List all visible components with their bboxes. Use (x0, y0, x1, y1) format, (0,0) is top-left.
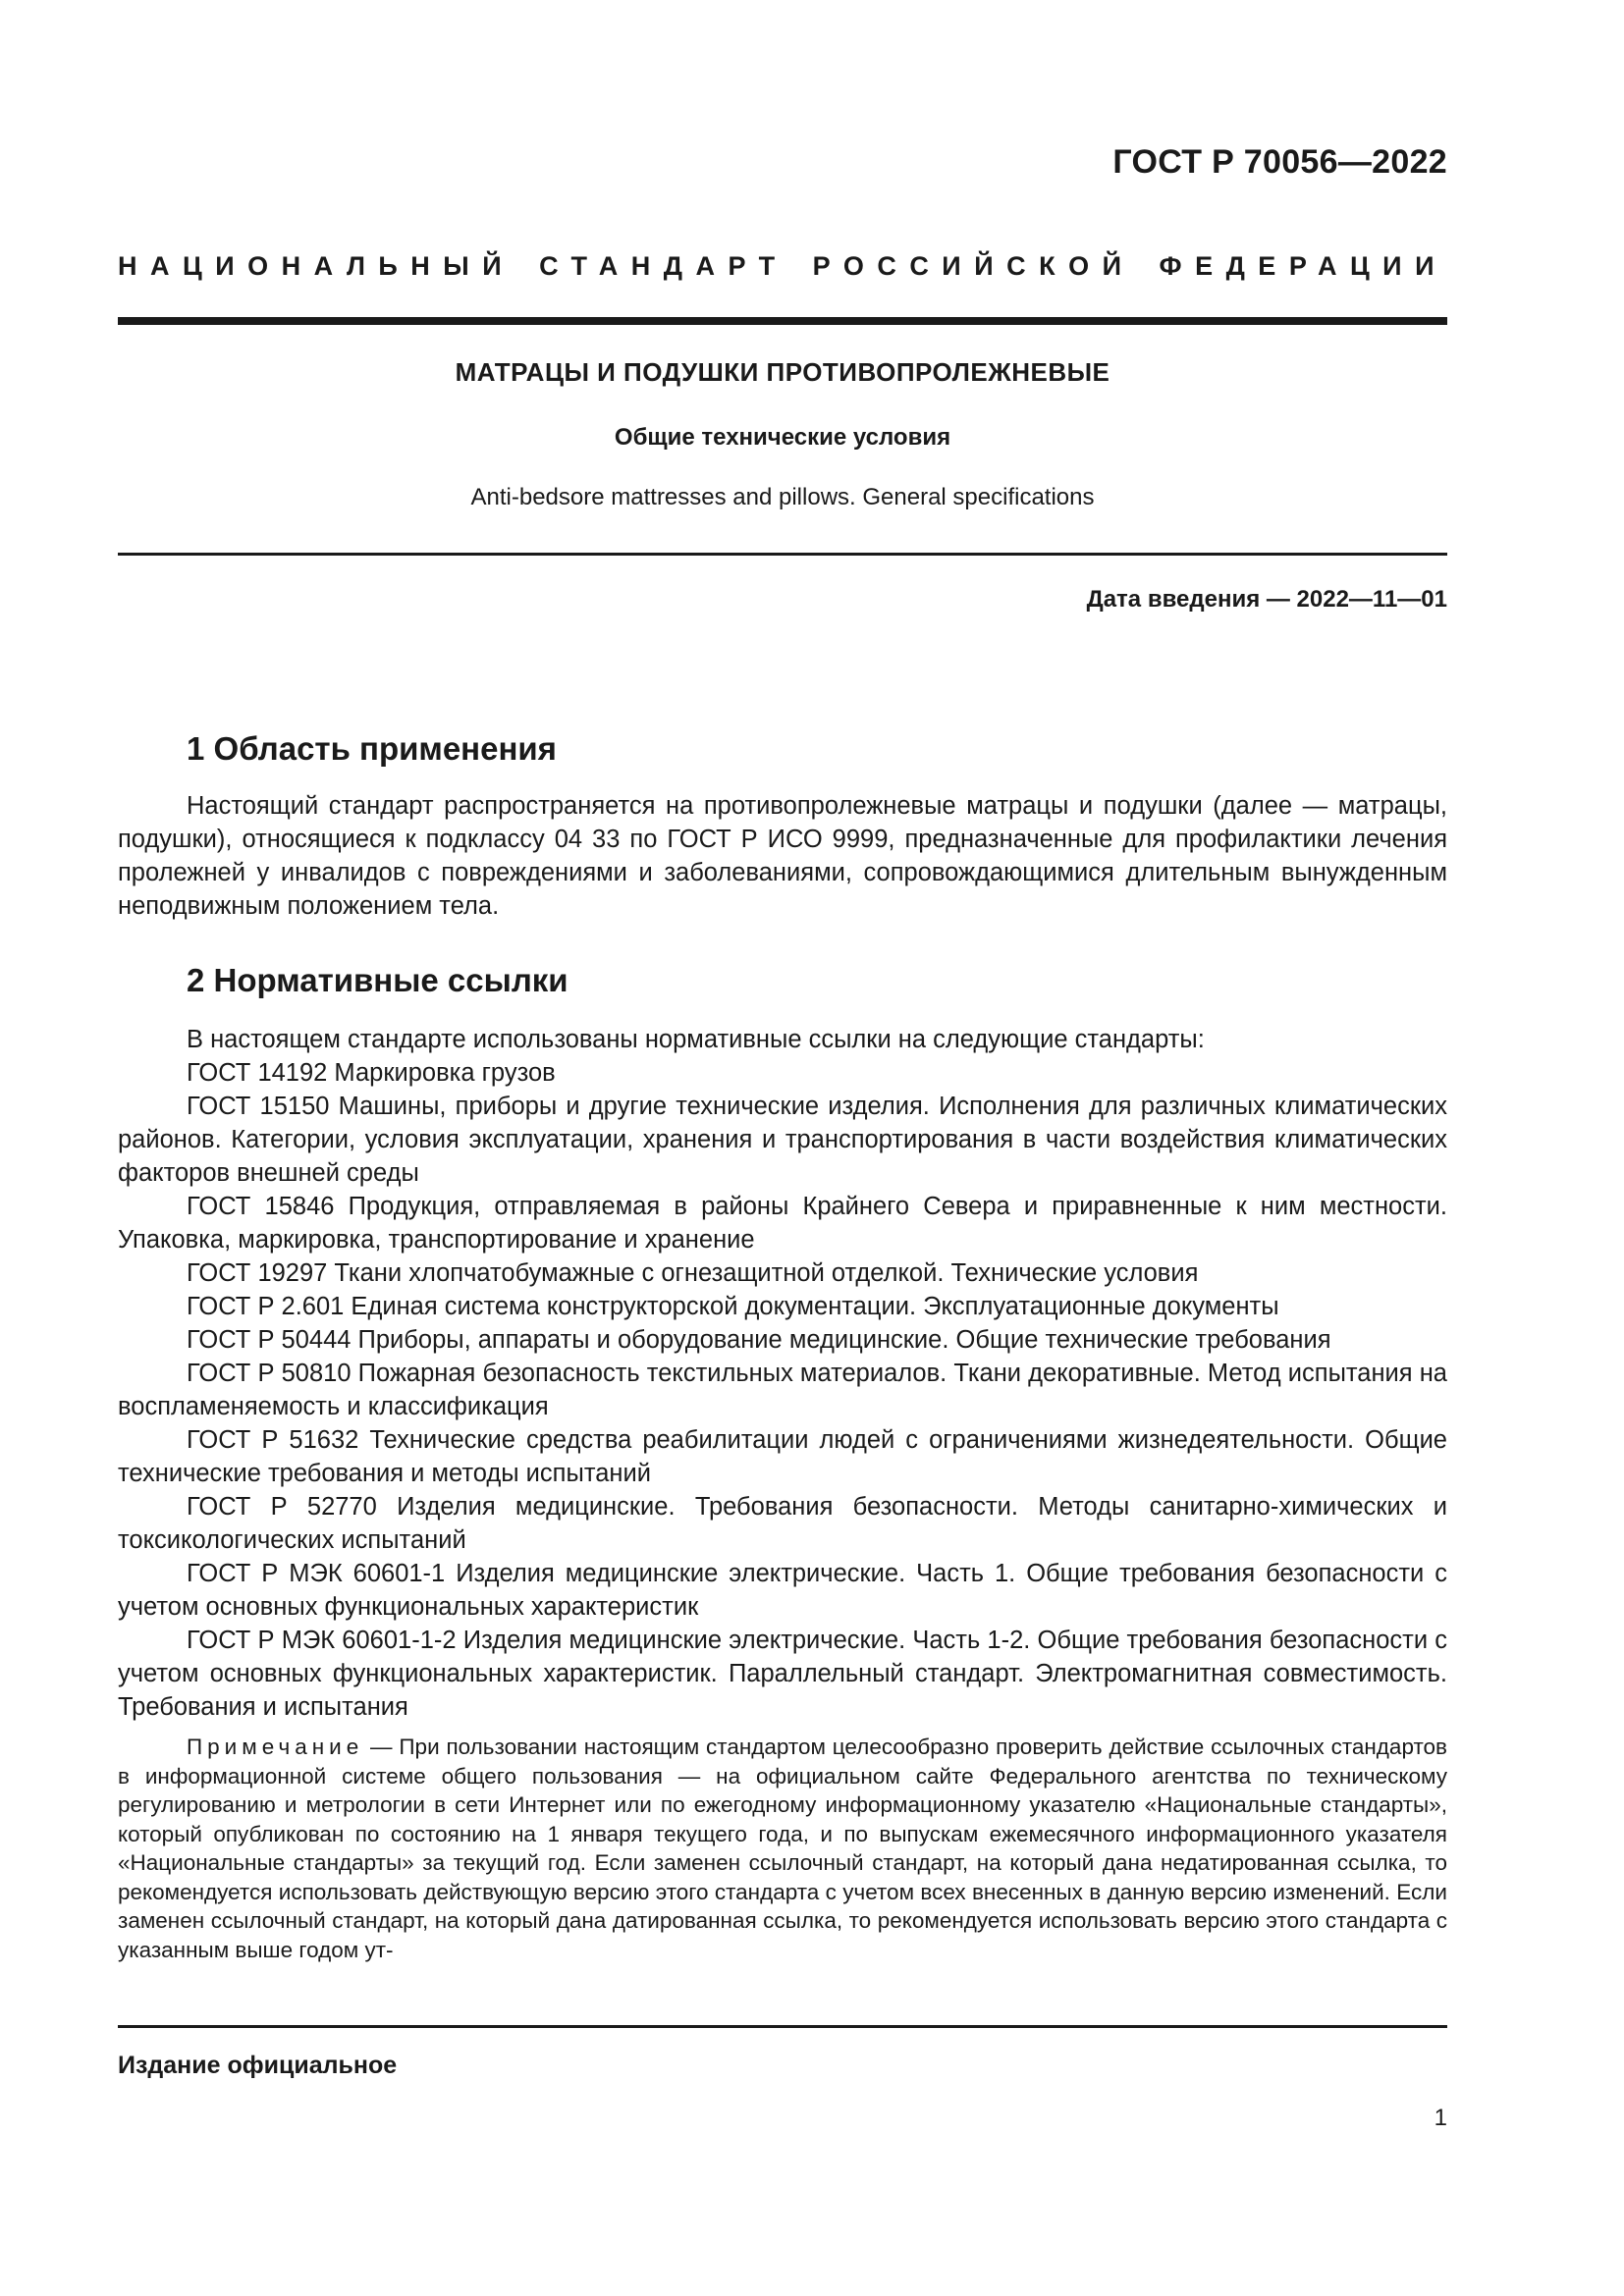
note-text: — При пользовании настоящим стандартом целесообразно проверить действие ссылочных стандартов в информационной системе общего пользования — на официальном сайте Федерального агентства по техническому регулированию и метрологии в сети Интернет или по ежегодному информационному указателю «Национальные стандарты», который опубликован по состоянию на 1 января текущего года, и по выпускам ежемесячного информационного указателя «Национальные стандарты» за текущий год. Если заменен ссылочный стандарт, на который дана недатированная ссылка, то рекомендуется использовать действующую версию этого стандарта с учетом всех внесенных в данную версию изменений. Если заменен ссылочный стандарт, на который дана датированная ссылка, то рекомендуется использовать версию этого стандарта с указанным выше годом ут- (118, 1735, 1447, 1962)
section-2-body (118, 1023, 1447, 1724)
document-number: ГОСТ Р 70056—2022 (1112, 143, 1447, 181)
national-standard-banner: НАЦИОНАЛЬНЫЙ СТАНДАРТ РОССИЙСКОЙ ФЕДЕРАЦИИ (118, 251, 1447, 281)
header-divider-thick (118, 317, 1447, 325)
reference-item: ГОСТ Р 52770 Изделия медицинские. Требования безопасности. Методы санитарно-химических и токсикологических испытаний (118, 1493, 1447, 1554)
page-number: 1 (1434, 2105, 1447, 2131)
reference-item: ГОСТ Р 2.601 Единая система конструкторской документации. Эксплуатационные документы (187, 1293, 1279, 1320)
reference-item: ГОСТ Р МЭК 60601-1 Изделия медицинские электрические. Часть 1. Общие требования безопасности с учетом основных функциональных характеристик (118, 1560, 1447, 1621)
reference-item: ГОСТ Р МЭК 60601-1-2 Изделия медицинские электрические. Часть 1-2. Общие требования безопасности с учетом основных функциональных характеристик. Параллельный стандарт. Электромагнитная совместимость. Требования и испытания (118, 1627, 1447, 1721)
document-english-title: Anti-bedsore mattresses and pillows. General specifications (470, 484, 1095, 510)
header-divider-thin (118, 553, 1447, 556)
section-2-heading: 2 Нормативные ссылки (187, 962, 568, 998)
section-1-heading: 1 Область применения (187, 730, 557, 767)
section-2-intro: В настоящем стандарте использованы нормативные ссылки на следующие стандарты: (187, 1026, 1205, 1053)
introduction-date: Дата введения — 2022—11—01 (1086, 586, 1447, 613)
document-subtitle: Общие технические условия (614, 424, 951, 451)
document-title: МАТРАЦЫ И ПОДУШКИ ПРОТИВОПРОЛЕЖНЕВЫЕ (455, 357, 1110, 387)
reference-item: ГОСТ Р 50444 Приборы, аппараты и оборудование медицинские. Общие технические требования (187, 1326, 1331, 1354)
section-1-body (118, 789, 1447, 923)
reference-item: ГОСТ Р 50810 Пожарная безопасность текстильных материалов. Ткани декоративные. Метод испытания на воспламеняемость и классификация (118, 1360, 1447, 1420)
footer-divider (118, 2025, 1447, 2028)
reference-item: ГОСТ 19297 Ткани хлопчатобумажные с огнезащитной отделкой. Технические условия (187, 1259, 1199, 1287)
note-paragraph (118, 1733, 1447, 1964)
reference-item: ГОСТ 14192 Маркировка грузов (187, 1059, 556, 1087)
reference-item: ГОСТ Р 51632 Технические средства реабилитации людей с ограничениями жизнедеятельности. Общие технические требования и методы испытаний (118, 1426, 1447, 1487)
section-1-paragraph: Настоящий стандарт распространяется на противопролежневые матрацы и подушки (далее — матрацы, подушки), относящиеся к подклассу 04 33 по ГОСТ Р ИСО 9999, предназначенные для профилактики лечения пролежней у инвалидов с повреждениями и заболеваниями, сопровождающимися длительным вынужденным неподвижным положением тела. (118, 792, 1447, 920)
official-edition-label: Издание официальное (118, 2052, 398, 2079)
note-label: Примечание (187, 1735, 364, 1759)
reference-item: ГОСТ 15846 Продукция, отправляемая в районы Крайнего Севера и приравненные к ним местности. Упаковка, маркировка, транспортирование и хранение (118, 1193, 1447, 1254)
reference-item: ГОСТ 15150 Машины, приборы и другие технические изделия. Исполнения для различных климатических районов. Категории, условия эксплуатации, хранения и транспортирования в части воздействия климатических факторов внешней среды (118, 1093, 1447, 1187)
note-block (118, 1733, 1447, 1964)
